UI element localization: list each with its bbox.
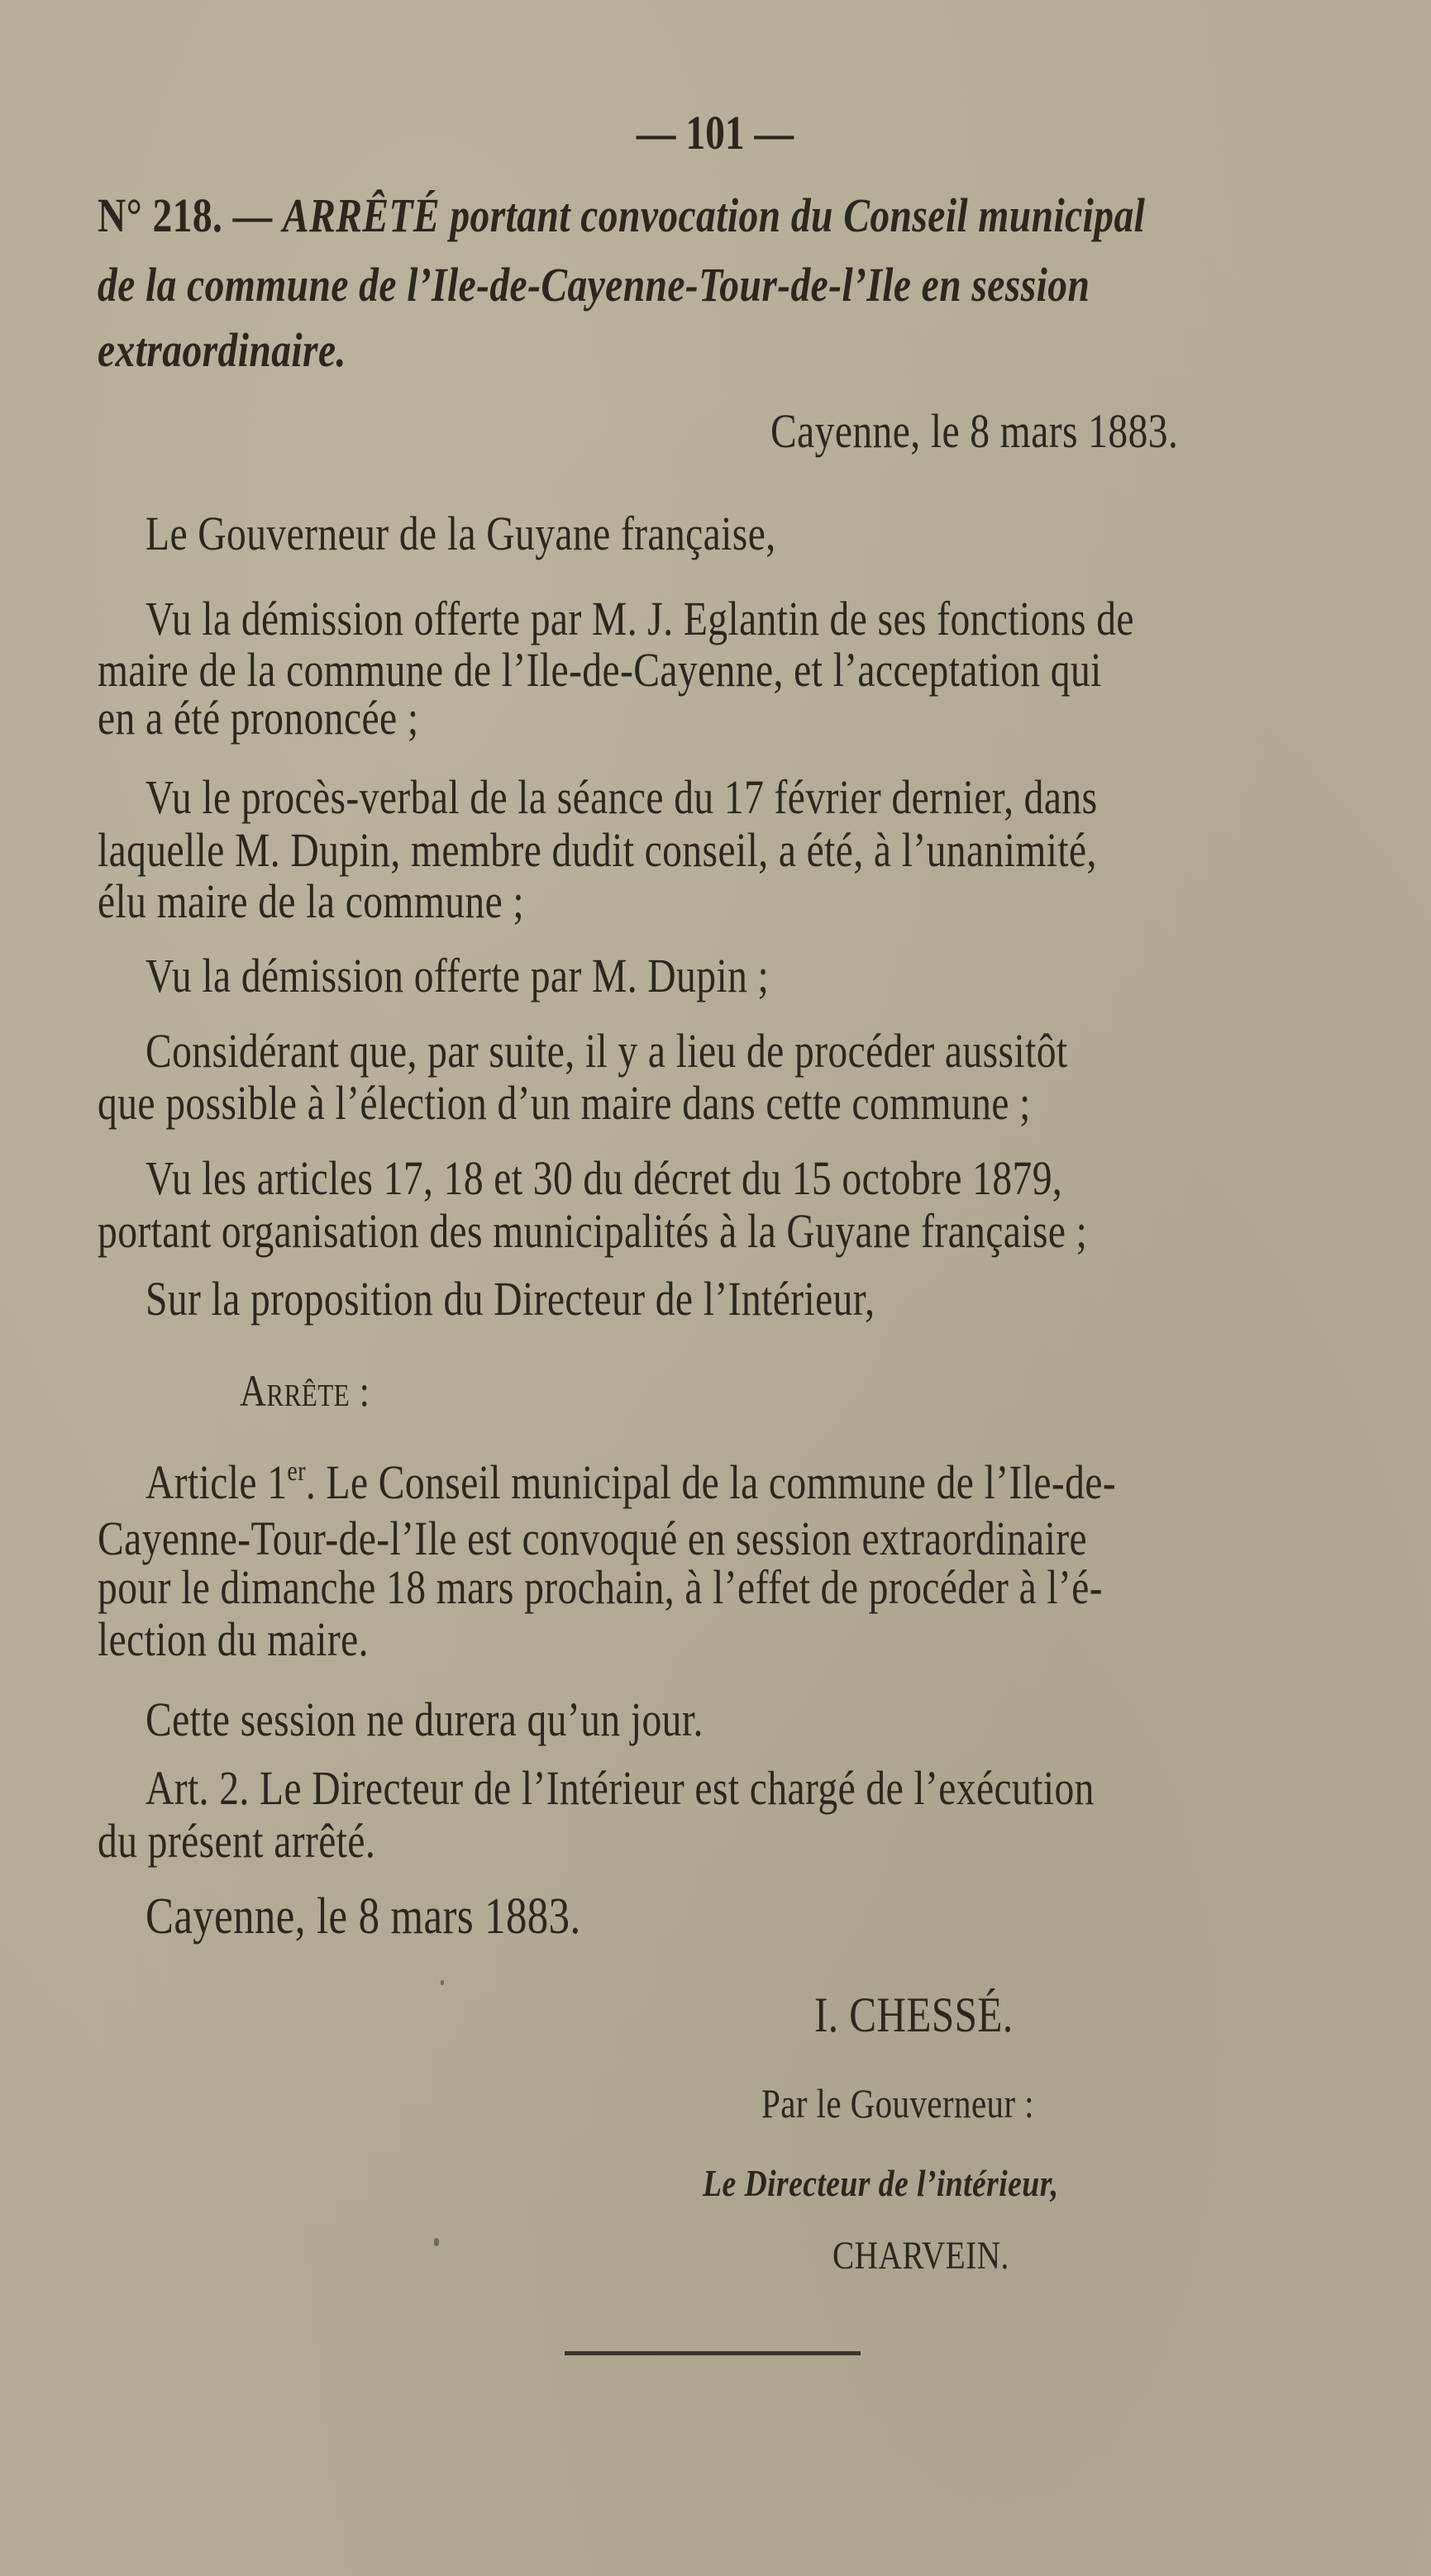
- governor-signature: I. CHESSÉ.: [814, 1988, 1014, 2042]
- vu-4-line-2: portant organisation des municipalités à la Guyane française ;: [98, 1204, 1088, 1258]
- vu-2-line-3: élu maire de la commune ;: [98, 874, 525, 928]
- article-2-line-1: Art. 2. Le Directeur de l’Intérieur est chargé de l’exécution: [145, 1761, 1095, 1815]
- considerant-line-1: Considérant que, par suite, il y a lieu de procéder aussitôt: [145, 1024, 1068, 1078]
- article-1-line-1-rest: . Le Conseil municipal de la commune de l’Ile-de-: [305, 1455, 1117, 1509]
- par-le-gouverneur: Par le Gouverneur :: [761, 2080, 1034, 2126]
- director-name: CHARVEIN.: [832, 2234, 1009, 2278]
- vu-4-line-1: Vu les articles 17, 18 et 30 du décret du 15 octobre 1879,: [145, 1151, 1063, 1205]
- decree-number: N° 218. —: [98, 188, 273, 242]
- governor-line: Le Gouverneur de la Guyane française,: [145, 507, 776, 560]
- director-title: Le Directeur de l’intérieur,: [703, 2162, 1059, 2204]
- article-1-prefix: Article 1: [145, 1455, 288, 1509]
- closing-date: Cayenne, le 8 mars 1883.: [145, 1888, 581, 1945]
- ink-speck: [441, 1980, 444, 1985]
- arrete-heading: Arrête :: [240, 1366, 370, 1416]
- closing-rule: [565, 2351, 861, 2355]
- vu-1-line-3: en a été prononcée ;: [98, 691, 419, 745]
- vu-1-line-1: Vu la démission offerte par M. J. Eglantin de ses fonctions de: [145, 592, 1134, 645]
- article-1-line-4: lection du maire.: [98, 1612, 369, 1666]
- place-date: Cayenne, le 8 mars 1883.: [770, 404, 1179, 458]
- vu-2-line-2: laquelle M. Dupin, membre dudit conseil, a été, à l’unanimité,: [98, 823, 1097, 877]
- session-line: Cette session ne durera qu’un jour.: [145, 1693, 704, 1746]
- decree-title-line-3: extraordinaire.: [98, 323, 346, 377]
- vu-3-line: Vu la démission offerte par M. Dupin ;: [145, 949, 770, 1002]
- article-2-line-2: du présent arrêté.: [98, 1814, 376, 1868]
- considerant-line-2: que possible à l’élection d’un maire dans cette commune ;: [98, 1076, 1031, 1130]
- article-1-superscript: er: [287, 1456, 306, 1487]
- article-1-line-2: Cayenne-Tour-de-l’Ile est convoqué en session extraordinaire: [98, 1512, 1087, 1565]
- article-1-line-1: [145, 1455, 1117, 1509]
- page-number: — 101 —: [636, 106, 794, 160]
- vu-2-line-1: Vu le procès-verbal de la séance du 17 février dernier, dans: [145, 770, 1098, 824]
- vu-1-line-2: maire de la commune de l’Ile-de-Cayenne, et l’acceptation qui: [98, 643, 1102, 697]
- decree-title-line-1: ARRÊTÉ portant convocation du Conseil municipal: [282, 188, 1146, 242]
- ink-speck: [434, 2238, 439, 2246]
- article-1-line-3: pour le dimanche 18 mars prochain, à l’effet de procéder à l’é-: [98, 1560, 1104, 1614]
- sur-proposition: Sur la proposition du Directeur de l’Intérieur,: [145, 1272, 875, 1326]
- heading-line-1: [98, 188, 1146, 242]
- decree-title-line-2: de la commune de l’Ile-de-Cayenne-Tour-de-l’Ile en session: [98, 258, 1090, 312]
